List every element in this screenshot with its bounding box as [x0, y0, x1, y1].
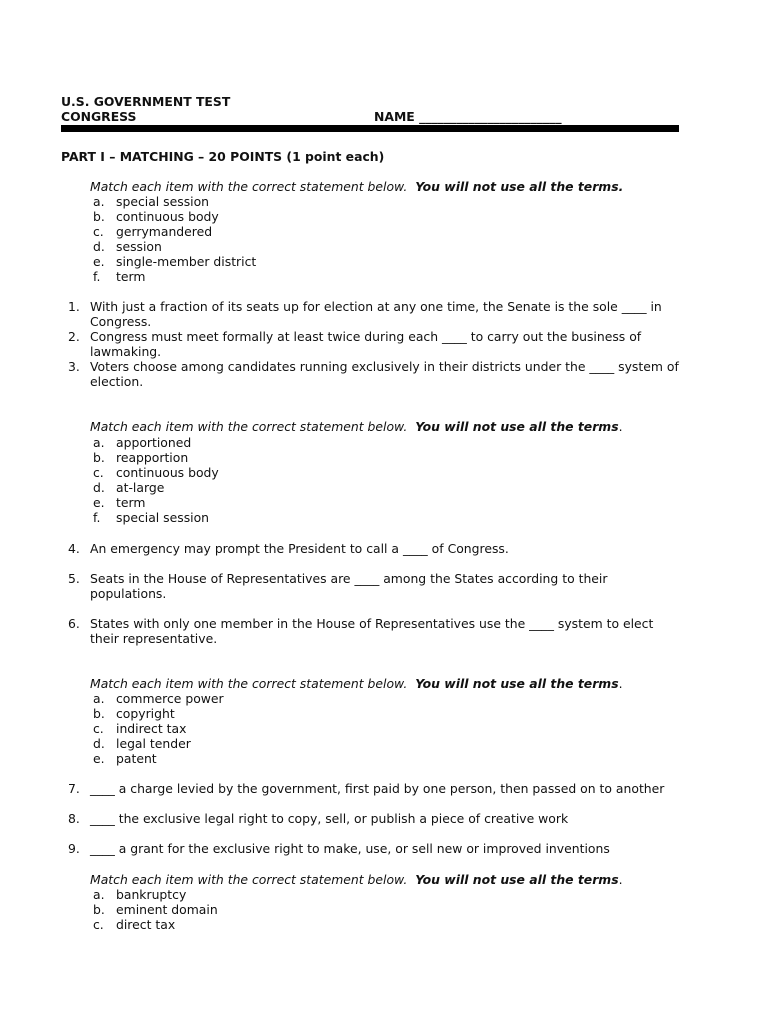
- test-subtitle: CONGRESS: [61, 109, 137, 124]
- section-instruction: Match each item with the correct statement below. You will not use all the terms.: [90, 676, 623, 691]
- section-instruction: Match each item with the correct statement below. You will not use all the terms.: [90, 179, 624, 194]
- test-page: U.S. GOVERNMENT TEST CONGRESS NAME _______________________ PART I – MATCHING – 20 POINTS (1 point each) Match each item with the correct statement below. You will not use all the terms. a. special session b. continuous body c. gerrymandered d. session e. single-member district f. term 1. With just a fraction of its seats up for election at any one time, the Senate is the sole ____ in Congress. 2. Congress must meet formally at least twice during each ____ to carry out the business of lawmaking. 3. Voters choose among candidates running exclusively in their districts under the ____ system of election. Match each item with the correct statement below. You will not use all the terms. a. apportioned b. reapportion c. continuous body d. at-large e. term f. special session 4. An emergency may prompt the President to call a ____ of Congress. 5. Seats in the House of Representatives are ____ among the States according to their populations. 6. States with only one member in the House of Representatives use the ____ system to elect their representative. Match each item with the correct statement below. You will not use all the terms. a. commerce power b. copyright c. indirect tax d. legal tender e. patent 7. ____ a charge levied by the government, first paid by one person, then passed on to another 8. ____ the exclusive legal right to copy, sell, or publish a piece of creative work 9. ____ a grant for the exclusive right to make, use, or sell new or improved inventions Match each item with the correct statement below. You will not use all the terms. a. bankruptcy b. eminent domain c. direct tax: [61, 94, 679, 932]
- header-rule: [61, 125, 679, 132]
- name-field: NAME _______________________: [374, 109, 562, 124]
- section-instruction: Match each item with the correct statement below. You will not use all the terms.: [90, 872, 623, 887]
- test-title: U.S. GOVERNMENT TEST: [61, 94, 231, 109]
- section-instruction: Match each item with the correct statement below. You will not use all the terms.: [90, 419, 623, 434]
- part-heading: PART I – MATCHING – 20 POINTS (1 point each): [61, 149, 385, 164]
